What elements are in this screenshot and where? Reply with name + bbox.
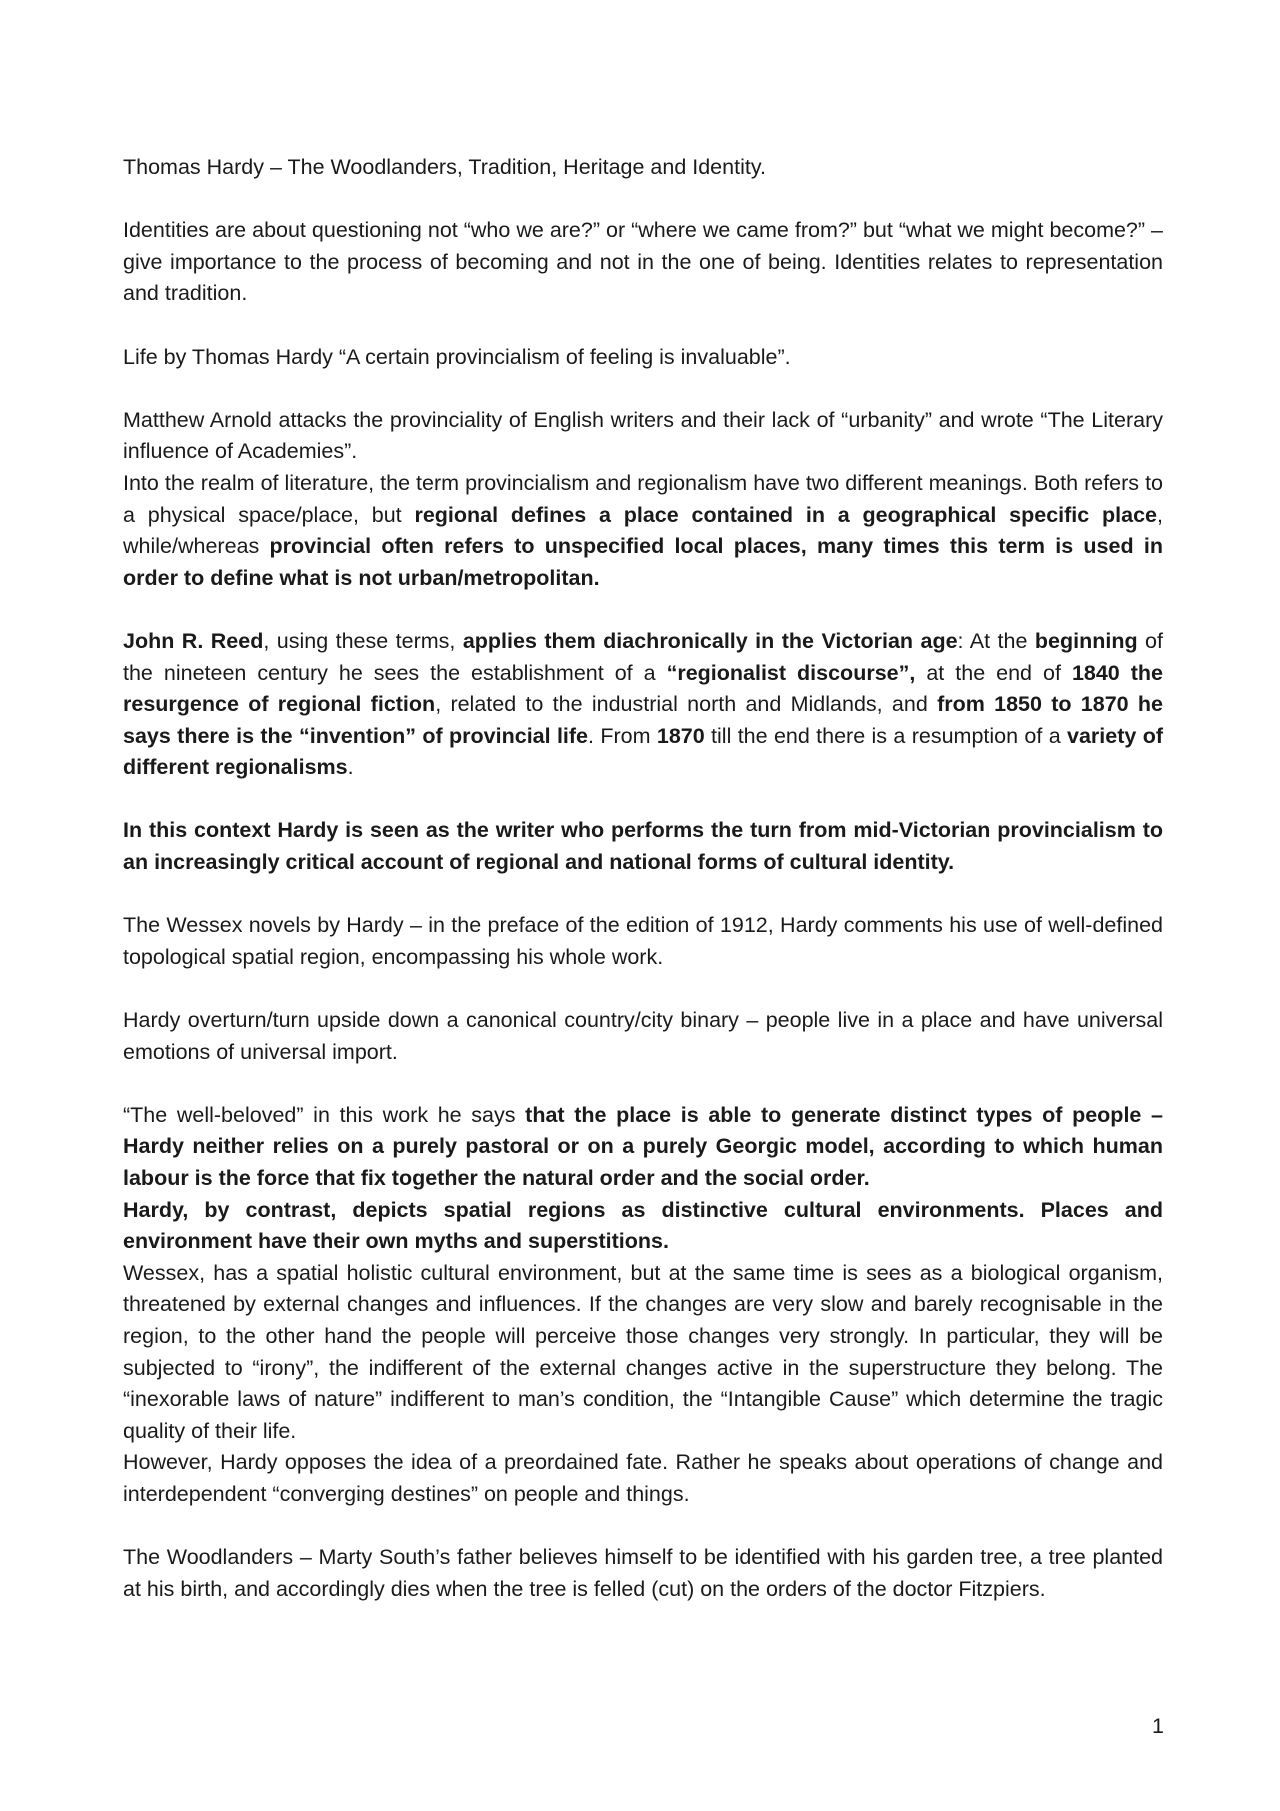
bold-span: provincial often refers to unspecified local places, many times this term is used in order to define what is not urban/metropolitan. <box>123 534 1163 590</box>
text-span: . <box>347 755 354 780</box>
paragraph-wessex-holistic: Wessex, has a spatial holistic cultural environment, but at the same time is sees as a biological organism, threatened by external changes and influences. If the changes are very slow and barely recognisable in the region, to the other hand the people will perceive those changes very strongly. In particular, they will be subjected to “irony”, the indifferent of the external changes active in the superstructure they belong. The “inexorable laws of nature” indifferent to man’s condition, the “Intangible Cause” which determine the tragic quality of their life. <box>123 1260 1163 1443</box>
paragraph-realm <box>123 468 1163 594</box>
bold-span: John R. Reed <box>123 628 264 653</box>
paragraph-arnold: Matthew Arnold attacks the provinciality of English writers and their lack of “urbanity” and wrote “The Literary influence of Academies”. <box>123 407 1163 464</box>
paragraph-however: However, Hardy opposes the idea of a preordained fate. Rather he speaks about operations of change and interdependent “converging destines” on people and things. <box>123 1450 1163 1506</box>
text-span: “The well-beloved” in this work he says <box>123 1102 526 1127</box>
text-span: . From <box>588 723 657 748</box>
bold-span: 1840 the resurgence of regional fiction <box>123 660 1164 717</box>
paragraph-context <box>123 815 1163 878</box>
document-title: Thomas Hardy – The Woodlanders, Tradition, Heritage and Identity. <box>123 155 766 179</box>
text-span: , related to the industrial north and Midlands, and <box>435 692 938 717</box>
paragraph-woodlanders: The Woodlanders – Marty South’s father believes himself to be identified with his garden tree, a tree planted at his birth, and accordingly dies when the tree is felled (cut) on the orders of the doctor Fitzpiers. <box>123 1545 1163 1601</box>
text-span: : At the <box>957 628 1035 653</box>
text-span: Into the realm of literature, the term provincialism and regionalism have two different meanings. Both refers to a physical space/place, but <box>123 470 1163 527</box>
text-span: , using these terms, <box>263 628 463 653</box>
bold-span: beginning <box>1034 628 1138 653</box>
text-span: at the end of <box>915 660 1072 685</box>
paragraph-wessex-novels: The Wessex novels by Hardy – in the preface of the edition of 1912, Hardy comments his use of well-defined topological spatial region, encompassing his whole work. <box>123 913 1163 969</box>
bold-span: In this context Hardy is seen as the writer who performs the turn from mid-Victorian provincialism to an increasingly critical account of regional and national forms of cultural identity. <box>123 818 1163 875</box>
bold-span: that the place is able to generate distinct types of people – Hardy neither relies on a purely pastoral or on a purely Georgic model, according to which human labour is the force that fix together the natural order and the social order. <box>123 1102 1163 1190</box>
page-number: 1 <box>1152 1714 1164 1738</box>
bold-span: Hardy, by contrast, depicts spatial regions as distinctive cultural environments. Places and environment have their own myths and superstitions. <box>123 1197 1163 1254</box>
text-span: till the end there is a resumption of a <box>704 723 1068 748</box>
paragraph-identities: Identities are about questioning not “who we are?” or “where we came from?” but “what we might become?” – give importance to the process of becoming and not in the one of being. Identities relates to representation and tradition. <box>123 218 1163 306</box>
paragraph-life-quote: Life by Thomas Hardy “A certain provincialism of feeling is invaluable”. <box>123 344 791 369</box>
bold-span: 1870 <box>656 723 705 748</box>
paragraph-contrast <box>123 1195 1163 1258</box>
bold-span: variety of different regionalisms <box>123 723 1163 780</box>
text-span: of the nineteen century he sees the establishment of a <box>123 628 1163 685</box>
bold-span: regional defines a place contained in a geographical specific place <box>414 502 1158 527</box>
bold-span: from 1850 to 1870 he says there is the “invention” of provincial life <box>123 692 1164 748</box>
paragraph-overturn: Hardy overturn/turn upside down a canonical country/city binary – people live in a place and have universal emotions of universal import. <box>123 1008 1163 1064</box>
paragraph-reed <box>123 626 1163 784</box>
bold-span: applies them diachronically in the Victorian age <box>462 628 958 653</box>
paragraph-well-beloved <box>123 1100 1163 1195</box>
bold-span: “regionalist discourse”, <box>666 660 916 685</box>
document-body <box>123 152 1163 1605</box>
text-span: , while/whereas <box>123 502 1163 559</box>
